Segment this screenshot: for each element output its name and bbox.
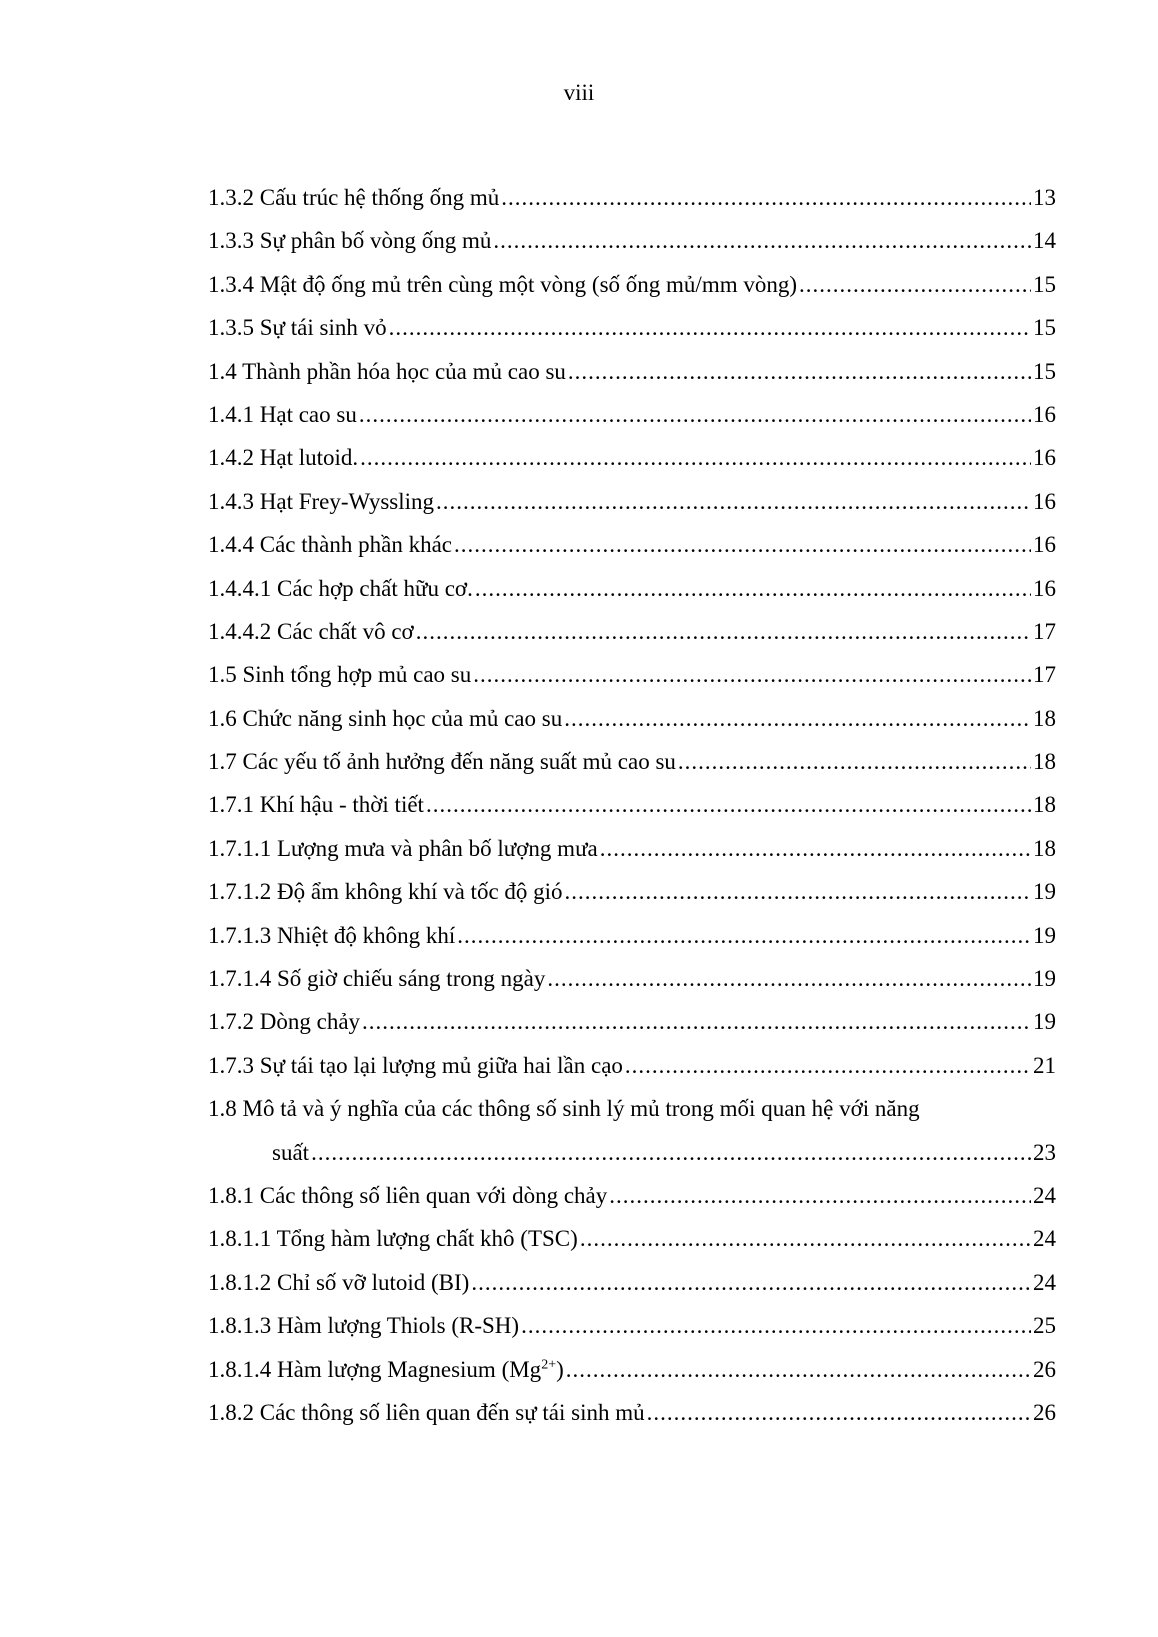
toc-entry-page: 16 [1033, 445, 1056, 471]
toc-entry-title: 1.3.5 Sự tái sinh vỏ [208, 315, 387, 341]
dot-leader [389, 313, 1031, 343]
toc-entry[interactable] [208, 1268, 1056, 1311]
dot-leader [475, 574, 1031, 604]
toc-entry-page: 19 [1033, 879, 1056, 905]
dot-leader [625, 1051, 1031, 1081]
toc-entry[interactable] [208, 921, 1056, 964]
toc-entry-title: 1.8.2 Các thông số liên quan đến sự tái sinh mủ [208, 1399, 645, 1425]
dot-leader [609, 1181, 1031, 1211]
toc-entry-page: 14 [1033, 228, 1056, 254]
toc-entry-page: 19 [1033, 966, 1056, 992]
toc-entry[interactable] [208, 877, 1056, 920]
toc-entry[interactable] [208, 1007, 1056, 1050]
toc-entry-title: 1.8.1.1 Tổng hàm lượng chất khô (TSC) [208, 1226, 578, 1252]
toc-entry-title: 1.4.1 Hạt cao su [208, 401, 357, 427]
toc-entry-page: 26 [1033, 1399, 1056, 1425]
toc-entry[interactable] [208, 357, 1056, 400]
toc-entry-page: 16 [1033, 575, 1056, 601]
toc-entry[interactable] [208, 1181, 1056, 1224]
dot-leader [678, 747, 1031, 777]
toc-entry[interactable] [208, 443, 1056, 486]
dot-leader [471, 1268, 1031, 1298]
toc-entry-page: 16 [1033, 401, 1056, 427]
toc-entry-title: 1.3.2 Cấu trúc hệ thống ống mủ [208, 185, 500, 210]
toc-entry-title: 1.7.2 Dòng chảy [208, 1009, 361, 1035]
dot-leader [566, 1355, 1031, 1385]
toc-entry-title: 1.4.4 Các thành phần khác [208, 532, 452, 558]
toc-entry-title: 1.8.1.3 Hàm lượng Thiols (R-SH) [208, 1313, 520, 1339]
toc-entry-page: 13 [1033, 185, 1056, 210]
toc-entry-page: 15 [1033, 358, 1056, 384]
toc-entry-title: 1.7.1.2 Độ ẩm không khí và tốc độ gió [208, 879, 563, 905]
toc-entry-page: 16 [1033, 532, 1056, 558]
dot-leader [580, 1224, 1031, 1254]
toc-entry[interactable] [208, 747, 1056, 790]
toc-entry[interactable] [208, 834, 1056, 877]
toc-entry-title: 1.4 Thành phần hóa học của mủ cao su [208, 358, 566, 384]
toc-entry-page: 21 [1033, 1052, 1056, 1078]
toc-entry[interactable] [208, 487, 1056, 530]
dot-leader [362, 1007, 1031, 1037]
toc-entry-title: 1.6 Chức năng sinh học của mủ cao su [208, 705, 563, 731]
dot-leader [473, 660, 1031, 690]
toc-entry-page: 18 [1033, 749, 1056, 775]
dot-leader [568, 357, 1031, 387]
toc-entry[interactable] [208, 617, 1056, 660]
toc-entry-page: 24 [1033, 1269, 1056, 1295]
dot-leader [457, 921, 1031, 951]
toc-entry-title: 1.3.3 Sự phân bố vòng ống mủ [208, 228, 492, 254]
toc-entry-title: 1.7.1.4 Số giờ chiếu sáng trong ngày [208, 966, 546, 992]
dot-leader [311, 1138, 1031, 1168]
dot-leader [647, 1398, 1031, 1428]
dot-leader [454, 530, 1031, 560]
toc-entry[interactable] [208, 313, 1056, 356]
toc-entry-page: 24 [1033, 1226, 1056, 1252]
toc-entry-page: 23 [1033, 1139, 1056, 1165]
toc-entry-page: 19 [1033, 922, 1056, 948]
dot-leader [501, 183, 1031, 213]
toc-entry-title: 1.3.4 Mật độ ống mủ trên cùng một vòng (số ống mủ/mm vòng) [208, 271, 798, 297]
toc-entry-wrapped[interactable] [208, 1094, 1056, 1181]
dot-leader [436, 487, 1031, 517]
toc-entry-title [208, 1355, 566, 1385]
dot-leader [360, 443, 1031, 473]
toc-entry-title-line1: 1.8 Mô tả và ý nghĩa của các thông số sinh lý mủ trong mối quan hệ với năng [208, 1096, 920, 1122]
toc-entry-page: 25 [1033, 1313, 1056, 1339]
toc-entry-title: 1.4.4.1 Các hợp chất hữu cơ. [208, 575, 473, 601]
toc-entry[interactable] [208, 660, 1056, 703]
dot-leader [799, 270, 1031, 300]
toc-entry[interactable] [208, 1398, 1056, 1441]
toc-entry-title-close: ) [556, 1356, 564, 1382]
toc-entry-title: 1.8.1 Các thông số liên quan với dòng chảy [208, 1183, 608, 1208]
toc-entry-page: 24 [1033, 1183, 1056, 1208]
toc-entry-title: 1.4.3 Hạt Frey-Wyssling [208, 488, 435, 514]
toc-entry-title: 1.4.4.2 Các chất vô cơ [208, 618, 414, 644]
toc-entry[interactable] [208, 270, 1056, 313]
table-of-contents [208, 183, 1056, 1441]
toc-entry-page: 18 [1033, 792, 1056, 818]
toc-entry-title: 1.7 Các yếu tố ảnh hưởng đến năng suất mủ cao su [208, 749, 676, 775]
dot-leader [565, 877, 1031, 907]
dot-leader [600, 834, 1031, 864]
toc-entry[interactable] [208, 790, 1056, 833]
toc-entry[interactable] [208, 964, 1056, 1007]
toc-entry[interactable] [208, 183, 1056, 226]
dot-leader [521, 1311, 1031, 1341]
toc-entry[interactable] [208, 400, 1056, 443]
toc-entry[interactable] [208, 1224, 1056, 1267]
toc-entry-title: 1.7.1.1 Lượng mưa và phân bố lượng mưa [208, 835, 598, 861]
toc-entry-page: 18 [1033, 705, 1056, 731]
toc-entry-title-text: 1.8.1.4 Hàm lượng Magnesium (Mg [208, 1356, 542, 1382]
toc-entry[interactable] [208, 530, 1056, 573]
toc-entry-page: 15 [1033, 315, 1056, 341]
dot-leader [564, 704, 1031, 734]
toc-entry-title: 1.4.2 Hạt lutoid. [208, 445, 359, 471]
dot-leader [493, 226, 1031, 256]
toc-entry-page: 19 [1033, 1009, 1056, 1035]
toc-entry[interactable] [208, 1355, 1056, 1398]
toc-entry-title: 1.7.1 Khí hậu - thời tiết [208, 792, 424, 818]
toc-entry[interactable] [208, 1311, 1056, 1354]
dot-leader [547, 964, 1031, 994]
toc-entry-title: 1.7.1.3 Nhiệt độ không khí [208, 922, 456, 948]
toc-entry[interactable] [208, 574, 1056, 617]
toc-entry-title-line2: suất [272, 1139, 310, 1165]
toc-entry-title: 1.5 Sinh tổng hợp mủ cao su [208, 662, 472, 688]
toc-entry-title: 1.7.3 Sự tái tạo lại lượng mủ giữa hai lần cạo [208, 1052, 623, 1078]
toc-entry-page: 17 [1033, 662, 1056, 688]
toc-entry-title: 1.8.1.2 Chỉ số vỡ lutoid (BI) [208, 1269, 470, 1295]
toc-entry-page: 16 [1033, 488, 1056, 514]
toc-entry[interactable] [208, 1051, 1056, 1094]
toc-entry[interactable] [208, 704, 1056, 747]
dot-leader [416, 617, 1031, 647]
toc-entry-page: 17 [1033, 618, 1056, 644]
toc-entry-page: 15 [1033, 271, 1056, 297]
dot-leader [426, 790, 1031, 820]
toc-entry-page: 18 [1033, 835, 1056, 861]
toc-entry[interactable] [208, 226, 1056, 269]
dot-leader [359, 400, 1031, 430]
toc-entry-page: 26 [1033, 1356, 1056, 1382]
superscript-charge: 2+ [541, 1356, 557, 1372]
page-number: viii [563, 80, 595, 105]
